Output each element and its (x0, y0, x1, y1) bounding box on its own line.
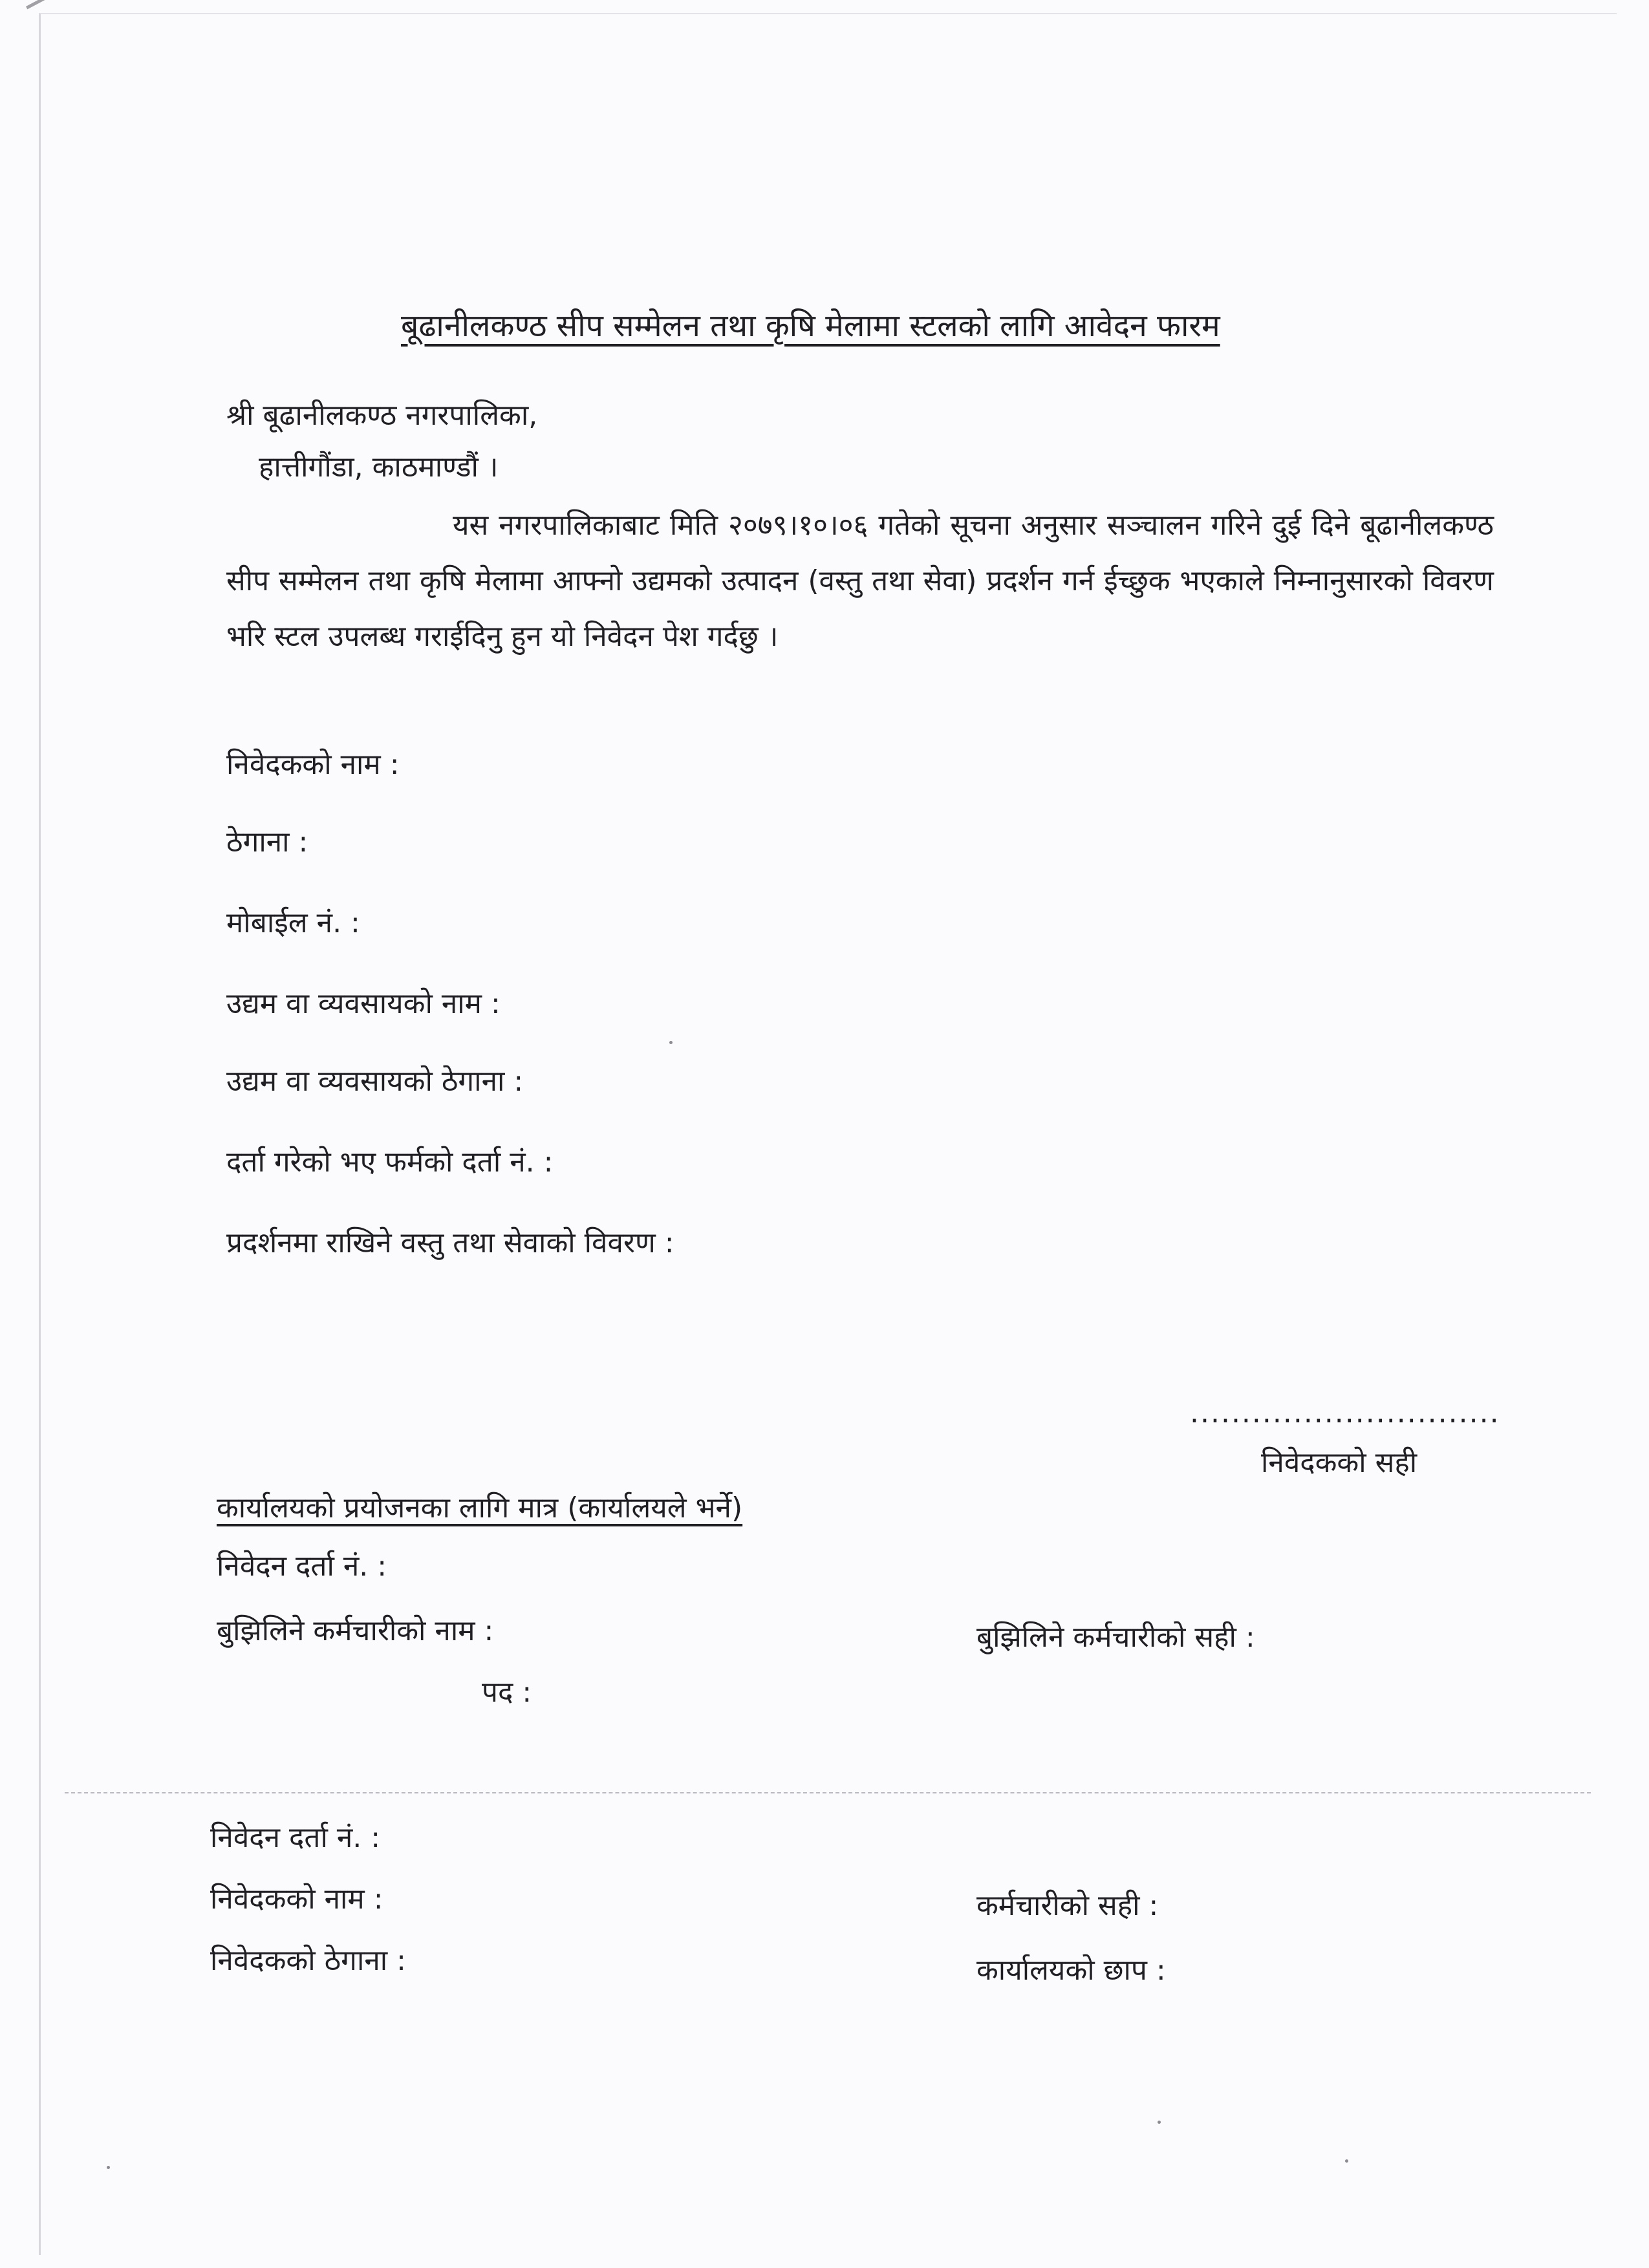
business-name-field: उद्यम वा व्यवसायको नाम : (226, 987, 501, 1020)
applicant-signature-label: निवेदकको सही (1261, 1446, 1417, 1479)
mobile-field: मोबाईल नं. : (226, 906, 360, 939)
scan-speck (669, 1041, 673, 1044)
receipt-registration-no: निवेदन दर्ता नं. : (210, 1821, 381, 1854)
page-edge (39, 13, 1617, 2255)
business-address-field: उद्यम वा व्यवसायको ठेगाना : (226, 1065, 524, 1098)
applicant-name-field: निवेदकको नाम : (226, 748, 400, 781)
receiver-name: बुझिलिने कर्मचारीको नाम : (217, 1614, 494, 1647)
form-title: बूढानीलकण्ठ सीप सम्मेलन तथा कृषि मेलामा स्टलको लागि आवेदन फारम (401, 308, 1220, 344)
tear-off-divider (65, 1792, 1591, 1793)
scan-speck (1158, 2121, 1161, 2124)
receiver-signature: बुझिलिने कर्मचारीको सही : (976, 1621, 1255, 1654)
scan-speck (1345, 2159, 1348, 2163)
addressee-line-1: श्री बूढानीलकण्ठ नगरपालिका, (226, 399, 538, 432)
receipt-applicant-name: निवेदकको नाम : (210, 1883, 383, 1916)
receiver-post: पद : (482, 1676, 532, 1709)
addressee-line-2: हात्तीगौंडा, काठमाण्डौं । (259, 451, 499, 484)
receipt-staff-signature: कर्मचारीको सही : (976, 1889, 1159, 1922)
signature-line: .............................. (1190, 1396, 1500, 1429)
office-use-heading: कार्यालयको प्रयोजनका लागि मात्र (कार्यालयले भर्ने) (217, 1492, 743, 1524)
application-body: यस नगरपालिकाबाट मिति २०७९।१०।०६ गतेको सूचना अनुसार सञ्चालन गरिने दुई दिने बूढानीलकण्ठ सीप सम्मेलन तथा कृषि मेलामा आफ्नो उद्यमको उत्पादन (वस्तु तथा सेवा) प्रदर्शन गर्न ईच्छुक भएकाले निम्नानुसारको विवरण भरि स्टल उपलब्ध गराईदिनु हुन यो निवेदन पेश गर्दछु । (226, 509, 1494, 653)
receipt-office-stamp: कार्यालयको छाप : (976, 1954, 1166, 1987)
scan-speck (107, 2166, 110, 2169)
receipt-applicant-address: निवेदकको ठेगाना : (210, 1944, 406, 1977)
office-registration-no: निवेदन दर्ता नं. : (217, 1550, 387, 1583)
exhibit-description-field: प्रदर्शनमा राखिने वस्तु तथा सेवाको विवरण : (226, 1226, 674, 1259)
firm-registration-field: दर्ता गरेको भए फर्मको दर्ता नं. : (226, 1146, 554, 1179)
address-field: ठेगाना : (226, 826, 308, 859)
